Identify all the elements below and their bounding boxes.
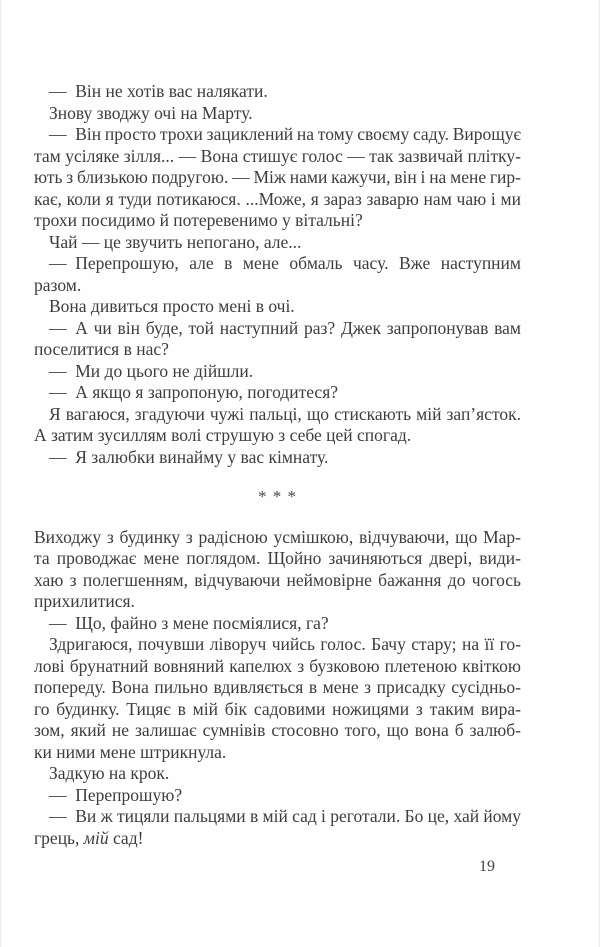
text-line: Виходжу з будинку з радісною усмішкою, відчуваючи, що Мар- [34, 526, 521, 547]
text-line: Чай — це звучить непогано, але... [49, 231, 302, 252]
text-line: го будинку. Тицяє в мій бік садовими ножицями з таким вира- [34, 698, 521, 719]
text-line: поселитися в нас? [34, 339, 169, 359]
text-line: — А якщо я запропоную, погодитеся? [49, 382, 339, 402]
text-line: — Він не хотів вас налякати. [49, 81, 268, 101]
text-line: Я вагаюся, згадуючи чужі пальці, що стискають мій зап’ясток. [49, 403, 521, 424]
text-line: ють з близькою подругою. — Між нами кажучи, він і на мене гир- [34, 167, 521, 187]
text-line: — Перепрошую? [49, 784, 183, 805]
text-line: лові брунатний вовняний капелюх з бузковою плетеною квіткою [34, 655, 521, 676]
text-line: — Я залюбки винайму у вас кімнату. [49, 446, 329, 467]
text-segment: сад! [108, 827, 144, 848]
text-line: — А чи він буде, той наступний раз? Джек запропонував вам [49, 317, 521, 338]
text-line: Знову зводжу очі на Марту. [49, 102, 253, 123]
italic-text: мій [83, 827, 109, 848]
text-line: — Він просто трохи зациклений на тому своєму саду. Вирощує [49, 124, 521, 144]
text-line: — Ви ж тицяли пальцями в мій сад і реготали. Бо це, хай йому [49, 806, 521, 826]
text-line: попереду. Вона пильно вдивляється в мене з присадку сусідньо- [34, 677, 521, 697]
text-line [34, 828, 521, 850]
text-line: А затим зусиллям волі струшую з себе цей спогад. [34, 425, 412, 445]
text-line: та проводжає мене поглядом. Щойно зачиняються двері, види- [34, 548, 521, 568]
text-line: Задкую на крок. [49, 763, 170, 783]
text-line: зом, який не залишає сумнівів стосовно того, що вона б залюб- [34, 720, 521, 740]
text-segment: грець, [34, 827, 84, 848]
text-line: ки ними мене штрикнула. [34, 741, 227, 762]
text-line: Здригаюся, почувши ліворуч чийсь голос. Бачу стару; на її го- [49, 634, 521, 654]
text-line: трохи посидимо й потеревенимо у вітальні? [34, 210, 363, 230]
text-line: — Що, файно з мене посміялися, га? [49, 612, 329, 633]
text-line: — Ми до цього не дійшли. [49, 360, 254, 381]
page-number: 19 [479, 858, 495, 875]
section-separator: * * * [258, 487, 297, 506]
text-line: хаю з полегшенням, відчуваючи неймовірне бажання до чогось [34, 569, 521, 590]
text-line: там усіляке зілля... — Вона стишує голос — так зазвичай плітку- [34, 145, 521, 166]
text-line: кає, коли я туди потикаюся. ...Може, я зараз заварю нам чаю і ми [34, 188, 521, 209]
text-line: прихилитися. [34, 591, 135, 611]
text-line: разом. [34, 274, 82, 295]
text-block [34, 81, 521, 849]
text-line: — Перепрошую, але в мене обмаль часу. Вже наступним [49, 253, 521, 273]
text-line: Вона дивиться просто мені в очі. [49, 296, 295, 316]
